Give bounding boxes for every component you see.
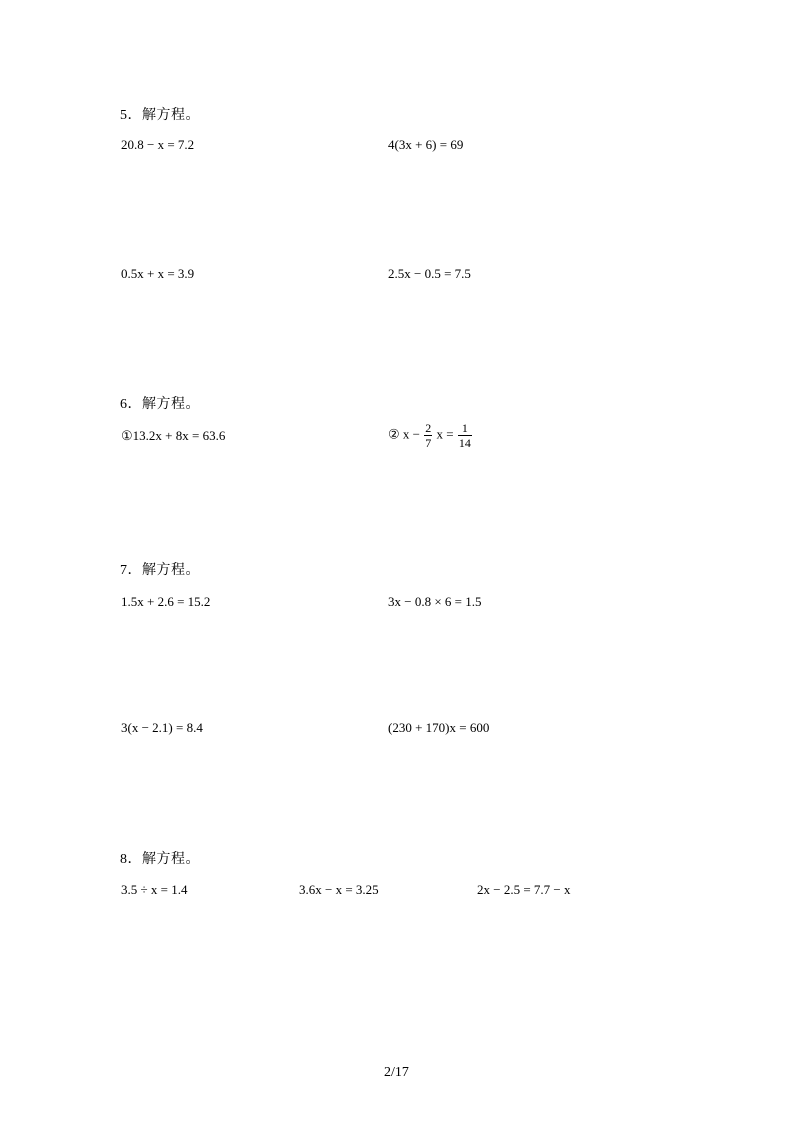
equation-5-4: 2.5x − 0.5 = 7.5 — [388, 266, 471, 281]
section-8-heading: 8．解方程。 — [120, 852, 200, 867]
section-6-heading: 6．解方程。 — [120, 397, 200, 412]
equation-7-4: (230 + 170)x = 600 — [388, 720, 490, 735]
equation-7-1: 1.5x + 2.6 = 15.2 — [121, 594, 211, 609]
equation-5-3: 0.5x + x = 3.9 — [121, 266, 195, 281]
section-7-heading: 7．解方程。 — [120, 563, 200, 578]
equation-8-2: 3.6x − x = 3.25 — [299, 882, 379, 897]
equation-6-2 — [388, 421, 473, 450]
equation-7-2: 3x − 0.8 × 6 = 1.5 — [388, 594, 482, 609]
section-5-heading: 5．解方程。 — [120, 108, 200, 123]
fraction-numerator: 1 — [458, 421, 472, 436]
equation-8-1: 3.5 ÷ x = 1.4 — [121, 882, 188, 897]
equation-6-2-middle: x = — [436, 426, 454, 442]
fraction-denominator: 14 — [458, 436, 471, 450]
equation-8-3: 2x − 2.5 = 7.7 − x — [477, 882, 571, 897]
equation-5-1: 20.8 − x = 7.2 — [121, 137, 195, 152]
equation-7-3: 3(x − 2.1) = 8.4 — [121, 720, 203, 735]
fraction-two-sevenths — [424, 421, 432, 450]
fraction-numerator: 2 — [425, 421, 432, 435]
fraction-denominator: 7 — [425, 436, 432, 450]
page-number: 2/17 — [384, 1065, 409, 1080]
equation-5-2: 4(3x + 6) = 69 — [388, 137, 464, 152]
fraction-one-fourteenth — [458, 421, 472, 450]
equation-6-2-prefix: ② x − — [388, 426, 420, 442]
equation-6-1: ①13.2x + 8x = 63.6 — [121, 428, 226, 443]
